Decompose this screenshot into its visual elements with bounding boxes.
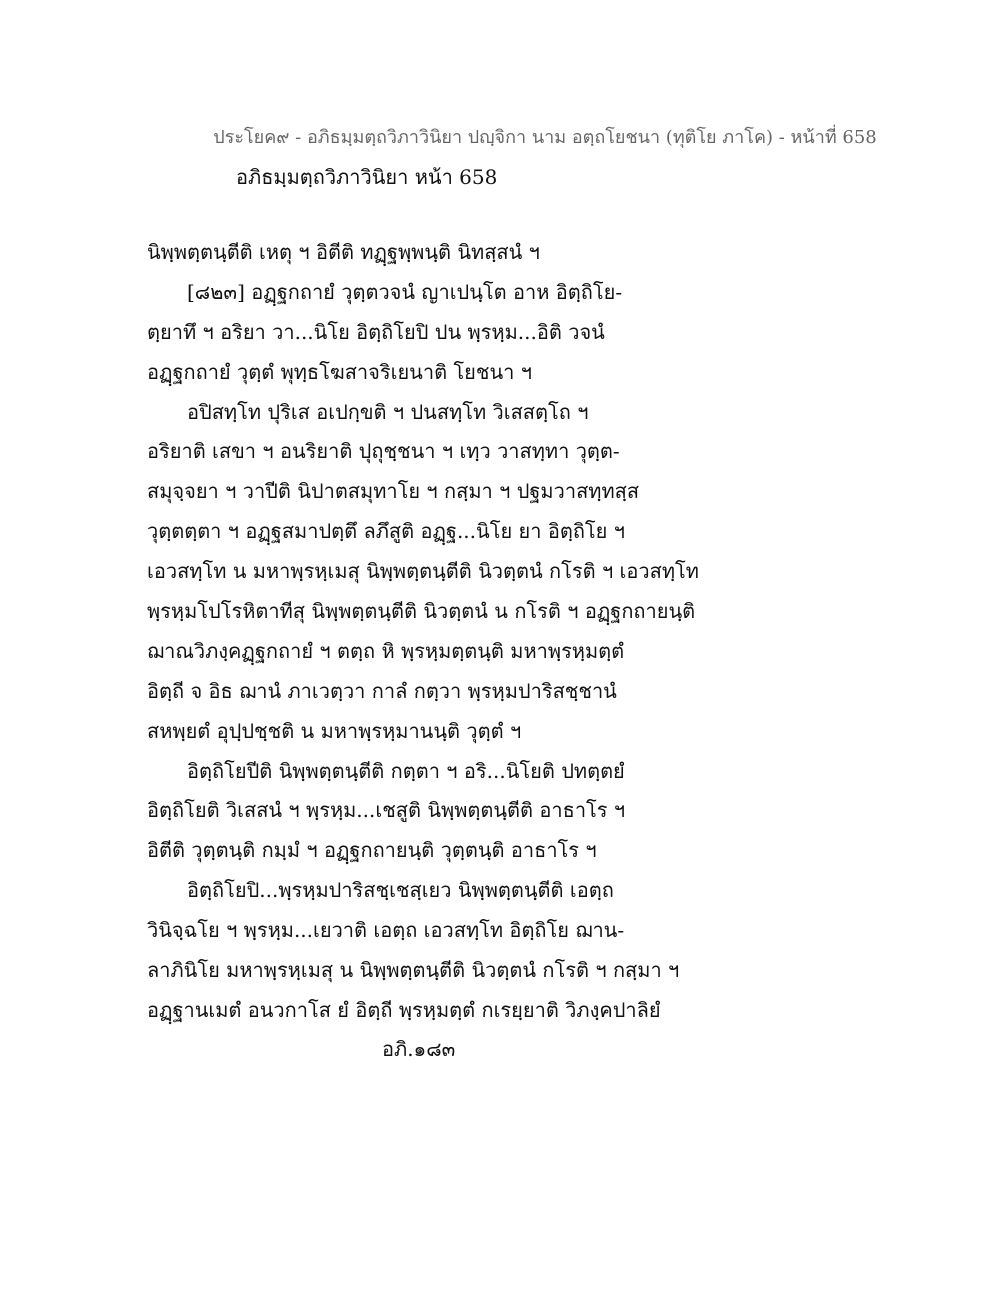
text-line: อิตฺถิโยปิ...พฺรหฺมปาริสชฺเชสฺเยว นิพฺพตฺตนฺตีติ เอตฺถ [187,878,614,903]
text-line: สมุจฺจยา ฯ วาปีติ นิปาตสมุทาโย ฯ กสฺมา ฯ ปฐมวาสทฺทสฺส [147,479,640,504]
text-line: สหพฺยตํ อุปฺปชฺชติ น มหาพฺรหฺมานนฺติ วุตฺตํ ฯ [147,718,522,743]
text-line: อฏฺฐกถายํ วุตฺตํ พุทฺธโฆสาจริเยนาติ โยชนา ฯ [147,359,532,384]
text-line: ตฺยาทึ ฯ อริยา วา...นิโย อิตฺถิโยปิ ปน พฺรหฺม...อิติ วจนํ [147,319,605,344]
text-line: อฏฺฐานเมตํ อนวกาโส ยํ อิตฺถี พฺรหฺมตฺตํ กเรยฺยาติ วิภงฺคปาลิยํ [147,997,661,1022]
text-line: พฺรหฺมโปโรหิตาทีสุ นิพฺพตฺตนฺตีติ นิวตฺตนํ น กโรติ ฯ อฏฺฐกถายนฺติ [147,599,696,624]
text-line: ลาภินิโย มหาพฺรหฺเมสุ น นิพฺพตฺตนฺตีติ นิวตฺตนํ กโรติ ฯ กสฺมา ฯ [147,958,680,983]
text-line: เอวสทฺโท น มหาพฺรหฺเมสุ นิพฺพตฺตนฺตีติ นิวตฺตนํ กโรติ ฯ เอวสทฺโท [147,559,699,584]
page-title: อภิธมฺมตฺถวิภาวินิยา หน้า 658 [236,165,498,189]
text-line: ฌาณวิภงฺคฏฺฐกถายํ ฯ ตตฺถ หิ พฺรหฺมตฺตนฺติ มหาพฺรหฺมตฺตํ [147,638,625,663]
text-line: อริยาติ เสขา ฯ อนริยาติ ปุถุชฺชนา ฯ เทฺว วาสทฺทา วุตฺต- [147,439,620,464]
body-text [147,233,867,1031]
page-footer: อภิ.๑๘๓ [382,1037,456,1061]
text-line: วุตฺตตฺตา ฯ อฏฺฐสมาปตฺตึ ลภึสูติ อฏฺฐ...นิโย ยา อิตฺถิโย ฯ [147,519,625,544]
text-line: นิพฺพตฺตนฺตีติ เหตุ ฯ อิตีติ ทฏฺฐพฺพนฺติ นิทสฺสนํ ฯ [147,240,540,264]
text-line: อิตีติ วุตฺตนฺติ กมฺมํ ฯ อฏฺฐกถายนฺติ วุตฺตนฺติ อาธาโร ฯ [147,838,597,863]
text-line: อิตฺถิโยปีติ นิพฺพตฺตนฺตีติ กตฺตา ฯ อริ...นิโยติ ปทตฺตยํ [187,758,625,783]
running-header: ประโยค๙ - อภิธมฺมตฺถวิภาวินิยา ปญฺจิกา นาม อตฺถโยชนา (ทุติโย ภาโค) - หน้าที่ 658 [213,127,877,148]
text-line: อิตฺถี จ อิธ ฌานํ ภาเวตฺวา กาลํ กตฺวา พฺรหฺมปาริสชฺชานํ [147,678,617,703]
text-line: วินิจฺฉโย ฯ พฺรหฺม...เยวาติ เอตฺถ เอวสทฺโท อิตฺถิโย ฌาน- [147,918,625,943]
text-line: อปิสทฺโท ปุริเส อเปกฺขติ ฯ ปนสทฺโท วิเสสตฺโถ ฯ [187,399,589,424]
text-line: อิตฺถิโยติ วิเสสนํ ฯ พฺรหฺม...เชสูติ นิพฺพตฺตนฺตีติ อาธาโร ฯ [147,798,626,823]
text-line: [๘๒๓] อฏฺฐกถายํ วุตฺตวจนํ ญาเปนฺโต อาห อิตฺถิโย- [187,279,623,304]
